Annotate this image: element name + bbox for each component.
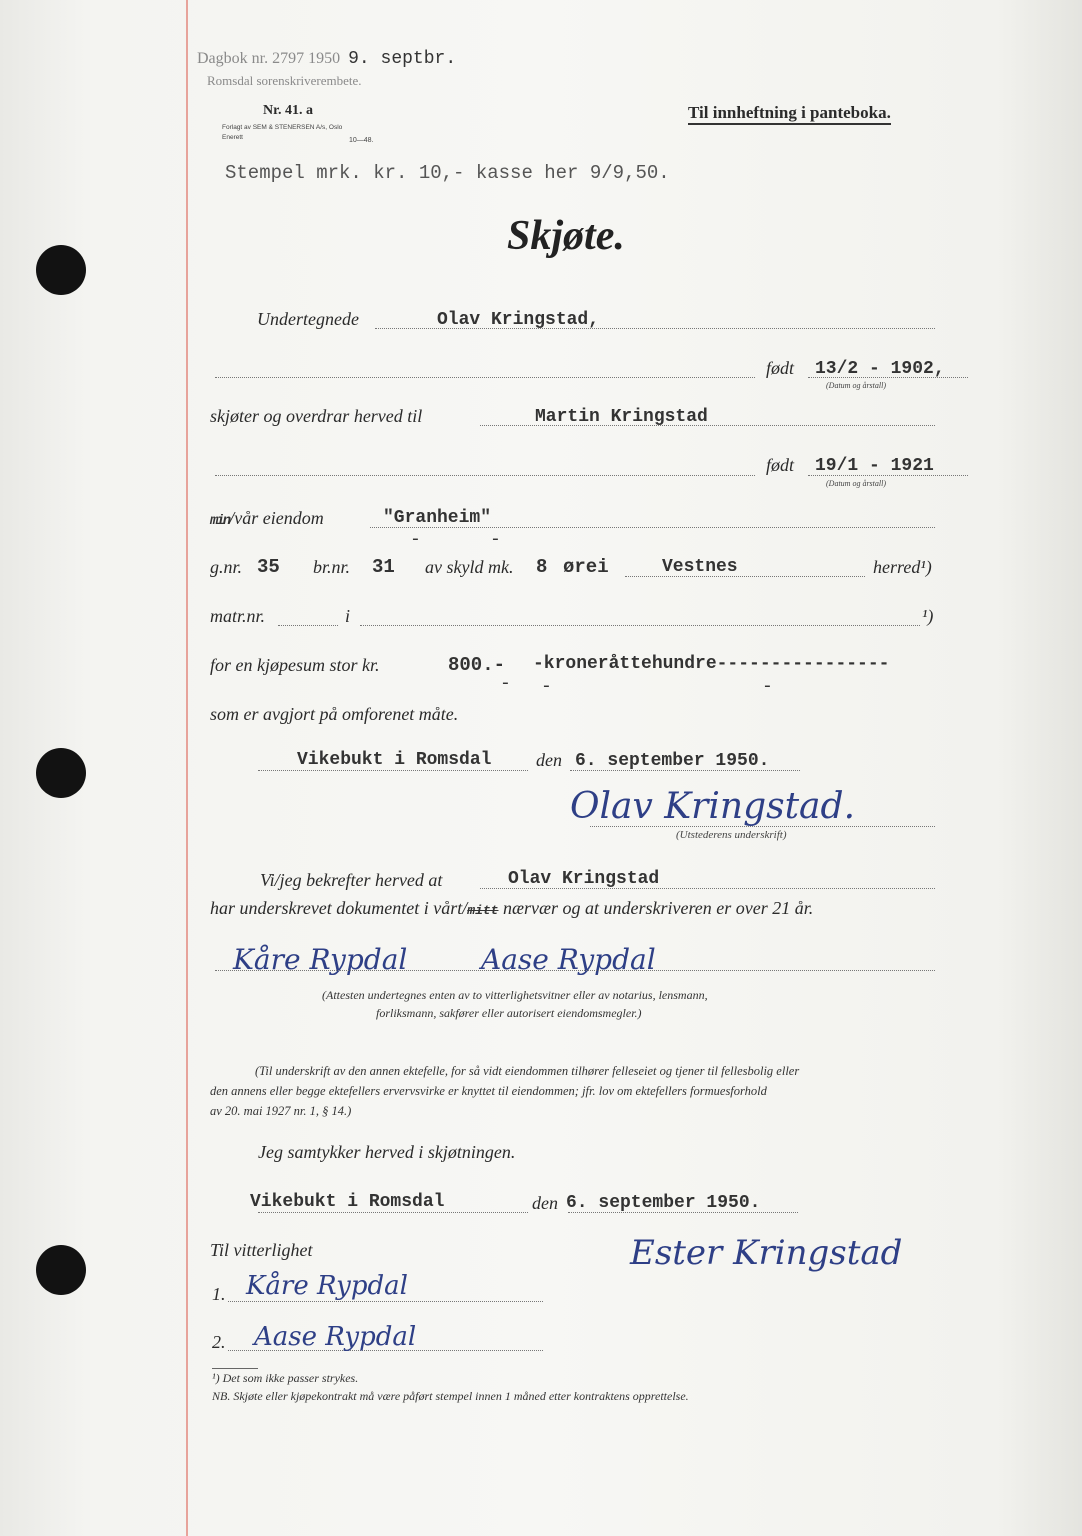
avgjort-text: som er avgjort på omforenet måte.	[210, 704, 459, 724]
buyer-birthdate: 19/1 - 1921	[815, 456, 934, 476]
consent-den-label: den	[532, 1193, 558, 1213]
punch-hole	[36, 245, 86, 295]
matr-label: matr.nr.	[210, 606, 266, 626]
kjopesum-value: 800.-	[448, 654, 506, 676]
signing-place: Vikebukt i Romsdal	[297, 750, 492, 770]
struck-min: min	[210, 513, 230, 529]
underskrevet-line: har underskrevet dokumentet i vårt/mitt nærvær og at underskriveren er over 21 år.	[210, 898, 814, 918]
datum-hint: (Datum og årstall)	[826, 381, 886, 390]
footnote-2: NB. Skjøte eller kjøpekontrakt må være påført stempel innen 1 måned etter kontraktens opprettelse.	[212, 1389, 689, 1403]
matr-i: i	[345, 606, 351, 626]
eiendom-label: min/vår eiendom	[210, 508, 324, 529]
skjoter-label: skjøter og overdrar herved til	[210, 406, 423, 426]
witness1-signature: Kåre Rypdal	[233, 943, 408, 976]
kjopesum-words: -kroneråttehundre----------------	[533, 654, 890, 674]
dotted-line	[360, 625, 920, 626]
seller-birthdate: 13/2 - 1902,	[815, 359, 945, 379]
tick-mark: -	[762, 677, 773, 697]
tick-mark: -	[541, 677, 552, 697]
brnr-value: 31	[372, 556, 395, 578]
spouse-note-2: den annens eller begge ektefellers ervervsvirke er knyttet til eiendommen; jfr. lov om ektefellers formuesforhold	[210, 1084, 767, 1098]
dotted-line	[625, 576, 865, 577]
undertegnede-label: Undertegnede	[257, 309, 359, 329]
fodt-label: født	[766, 358, 795, 378]
spouse-note-1: (Til underskrift av den annen ektefelle, for så vidt eiendommen tilhører felleseiet og tjener til fellesbolig eller	[255, 1064, 800, 1078]
buyer-name: Martin Kringstad	[535, 407, 708, 427]
fodt-label-2: født	[766, 455, 795, 475]
witness-2-number: 2.	[212, 1332, 226, 1352]
seller-signature-text: Olav Kringstad.	[570, 786, 856, 827]
consent-date: 6. september 1950.	[566, 1193, 761, 1213]
tick-mark: -	[490, 530, 501, 550]
brnr-label: br.nr.	[313, 557, 351, 577]
kjopesum-label: for en kjøpesum stor kr.	[210, 655, 380, 675]
witness-1-signature-text: Kåre Rypdal	[246, 1271, 408, 1301]
dotted-line	[258, 1212, 528, 1213]
witness-1-signature	[240, 1262, 520, 1307]
skyld-value: 8	[536, 556, 548, 578]
skyld-label: av skyld mk.	[425, 557, 514, 577]
dagbok-stamp: Dagbok nr. 2797 1950 9. septbr.	[197, 49, 457, 69]
tick-mark: -	[410, 530, 421, 550]
office-stamp: Romsdal sorenskriverembete.	[207, 73, 362, 88]
punch-hole	[36, 748, 86, 798]
dotted-line	[590, 826, 935, 827]
vitterlighet-label: Til vitterlighet	[210, 1240, 313, 1260]
red-margin-line	[186, 0, 188, 1536]
attest-note-2: forliksmann, sakfører eller autorisert eiendomsmegler.)	[376, 1006, 642, 1020]
stamp-line: Stempel mrk. kr. 10,- kasse her 9/9,50.	[225, 162, 670, 184]
utsteder-hint: (Utstederens underskrift)	[676, 829, 787, 841]
consent-place: Vikebukt i Romsdal	[250, 1192, 445, 1212]
seller-name: Olav Kringstad,	[437, 310, 600, 330]
bekrefter-value: Olav Kringstad	[508, 869, 660, 889]
samtykke-text: Jeg samtykker herved i skjøtningen.	[258, 1142, 516, 1162]
herred-value: Vestnes	[662, 557, 738, 577]
property-name: "Granheim"	[383, 508, 492, 528]
ore-label: ørei	[563, 556, 609, 578]
herred-label: herred¹)	[873, 557, 932, 577]
document-title: Skjøte.	[507, 213, 625, 259]
gnr-label: g.nr.	[210, 557, 243, 577]
spouse-signature-text: Ester Kringstad	[630, 1233, 903, 1273]
spouse-signature	[620, 1222, 990, 1282]
tick-mark: -	[500, 674, 511, 694]
form-number: Nr. 41. a	[263, 103, 314, 118]
dotted-line	[215, 970, 935, 971]
witness-1-number: 1.	[212, 1284, 226, 1304]
publisher-enerett: Enerett	[222, 134, 243, 141]
witness-2-signature	[248, 1313, 508, 1358]
dotted-line	[258, 770, 528, 771]
punch-hole	[36, 1245, 86, 1295]
den-label: den	[536, 750, 562, 770]
witness-2-signature-text: Aase Rypdal	[254, 1322, 417, 1352]
matr-footnote: ¹)	[922, 606, 934, 626]
datum-hint-2: (Datum og årstall)	[826, 479, 886, 488]
dotted-line	[215, 377, 755, 378]
dotted-line	[278, 625, 338, 626]
signing-date: 6. september 1950.	[575, 751, 770, 771]
archive-title: Til innheftning i panteboka.	[688, 103, 891, 125]
footnote-1: ¹) Det som ikke passer strykes.	[212, 1371, 359, 1385]
attest-note-1: (Attesten undertegnes enten av to vitterlighetsvitner eller av notarius, lensmann,	[322, 988, 708, 1002]
bekrefter-label: Vi/jeg bekrefter herved at	[260, 870, 443, 890]
dotted-line	[215, 475, 755, 476]
publisher-line: Forlagt av SEM & STENERSEN A/s, Oslo	[222, 124, 343, 131]
gnr-value: 35	[257, 556, 280, 578]
publisher-code: 10—48.	[349, 137, 374, 144]
spouse-note-3: av 20. mai 1927 nr. 1, § 14.)	[210, 1104, 352, 1118]
witness-signatures	[225, 935, 745, 985]
struck-mitt: mitt	[467, 903, 499, 918]
footnote-rule	[212, 1368, 258, 1369]
witness2-signature: Aase Rypdal	[481, 943, 656, 976]
